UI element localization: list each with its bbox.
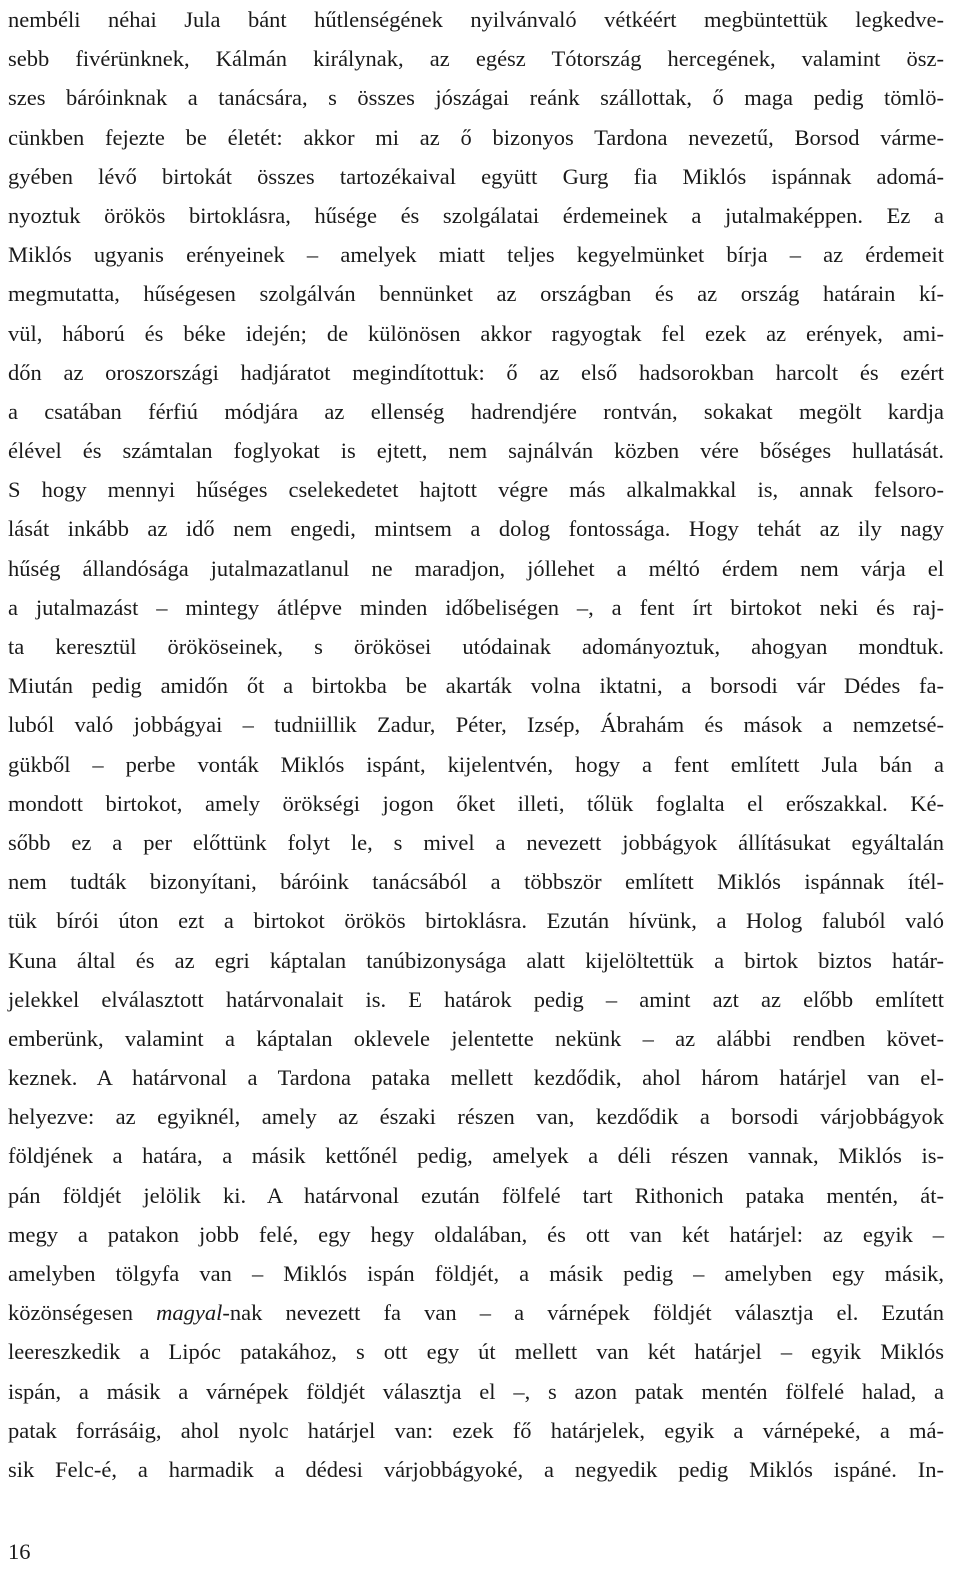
text-line: ta keresztül örököseinek, s örökösei utódainak adományoztuk, ahogyan mondtuk. (8, 634, 944, 659)
text-line: lását inkább az idő nem engedi, mintsem a dolog fontossága. Hogy tehát az ily nagy (8, 516, 944, 542)
text-line: keznek. A határvonal a Tardona pataka mellett kezdődik, ahol három határjel van el- (8, 1065, 944, 1091)
text-line: megy a patakon jobb felé, egy hegy oldalában, és ott van két határjel: az egyik – (8, 1221, 944, 1247)
text-line: gükből – perbe vonták Miklós ispánt, kijelentvén, hogy a fent említett Jula bán a (8, 751, 944, 777)
text-line: patak forrásáig, ahol nyolc határjel van: ezek fő határjelek, egyik a várnépeké, a má- (8, 1417, 944, 1443)
text-line: nembéli néhai Jula bánt hűtlenségének nyilvánvaló vétkéért megbüntettük legkedve- (8, 7, 944, 32)
text-line: tük bírói úton ezt a birtokot örökös birtoklásra. Ezután hívünk, a Holog faluból való (8, 908, 944, 934)
text-line: luból való jobbágyai – tudniillik Zadur, Péter, Izsép, Ábrahám és mások a nemzetsé- (8, 712, 944, 738)
text-line: amelyben tölgyfa van – Miklós ispán földjét, a másik pedig – amelyben egy másik, (8, 1261, 944, 1286)
text-line: élével és számtalan foglyokat is ejtett, nem sajnálván közben vére bőséges hullatását. (8, 438, 944, 464)
text-line: szes báróinknak a tanácsára, s összes jószágai reánk szállottak, ő maga pedig tömlö- (8, 85, 944, 111)
text-line: vül, háború és béke idején; de különösen akkor ragyogtak fel ezek az erények, ami- (8, 320, 944, 346)
text-line: mondott birtokot, amely örökségi jogon őket illeti, tőlük foglalta el erőszakkal. Ké- (8, 790, 944, 816)
text-line: ispán, a másik a várnépek földjét választja el –, s azon patak mentén fölfelé halad, a (8, 1378, 944, 1404)
text-line-with-italic (8, 1293, 944, 1332)
text-line: a csatában férfiú módjára az ellenség hadrendjére rontván, sokakat megölt kardja (8, 398, 944, 424)
text-line: sik Felc-é, a harmadik a dédesi várjobbágyoké, a negyedik pedig Miklós ispáné. In- (8, 1456, 944, 1482)
text-line: Miklós ugyanis erényeinek – amelyek miatt teljes kegyelmünket bírja – az érdemeit (8, 242, 944, 268)
text-line: helyezve: az egyiknél, amely az északi részen van, kezdődik a borsodi várjobbágyok (8, 1104, 944, 1130)
page-number: 16 (8, 1539, 31, 1564)
text-line: sőbb ez a per előttünk folyt le, s mivel a nevezett jobbágyok állításukat egyáltalán (8, 829, 944, 855)
text-line: nem tudták bizonyítani, báróink tanácsából a többször említett Miklós ispánnak ítél- (8, 869, 944, 895)
text-line: emberünk, valamint a káptalan oklevele jelentette nekünk – az alábbi rendben követ- (8, 1025, 944, 1051)
text-line: pán földjét jelölik ki. A határvonal ezután fölfelé tart Rithonich pataka mentén, át- (8, 1182, 944, 1208)
text-line: megmutatta, hűségesen szolgálván bennünket az országban és az ország határain kí- (8, 281, 944, 307)
text-line: gyében lévő birtokát összes tartozékaival együtt Gurg fia Miklós ispánnak adomá- (8, 163, 944, 189)
text-segment: -nak nevezett fa van – a várnépek földjét választja el. Ezután (222, 1300, 944, 1326)
text-line: földjének a határa, a másik kettőnél pedig, amelyek a déli részen vannak, Miklós is- (8, 1143, 944, 1169)
text-line: Kuna által és az egri káptalan tanúbizonysága alatt kijelöltettük a birtok biztos határ- (8, 947, 944, 973)
text-line: sebb fivérünknek, Kálmán királynak, az egész Tótország hercegének, valamint ösz- (8, 46, 944, 72)
italic-word: magyal (156, 1300, 223, 1326)
body-text (8, 0, 944, 1489)
text-line: a jutalmazást – mintegy átlépve minden időbeliségen –, a fent írt birtokot neki és raj- (8, 594, 944, 620)
text-line: Miután pedig amidőn őt a birtokba be akarták volna iktatni, a borsodi vár Dédes fa- (8, 673, 944, 699)
text-line: S hogy mennyi hűséges cselekedetet hajtott végre más alkalmakkal is, annak felsoro- (8, 477, 944, 503)
text-line: hűség állandósága jutalmazatlanul ne maradjon, jóllehet a méltó érdem nem várja el (8, 555, 944, 581)
text-segment: közönségesen (8, 1300, 157, 1326)
text-line: nyoztuk örökös birtoklásra, hűsége és szolgálatai érdemeinek a jutalmaképpen. Ez a (8, 202, 944, 228)
text-line: dőn az oroszországi hadjáratot megindítottuk: ő az első hadsorokban harcolt és ezért (8, 359, 944, 385)
text-line: cünkben fejezte be életét: akkor mi az ő bizonyos Tardona nevezetű, Borsod várme- (8, 124, 944, 150)
text-line: jelekkel elválasztott határvonalait is. E határok pedig – amint azt az előbb említett (8, 986, 944, 1012)
text-line: leereszkedik a Lipóc patakához, s ott egy út mellett van két határjel – egyik Miklós (8, 1339, 944, 1365)
